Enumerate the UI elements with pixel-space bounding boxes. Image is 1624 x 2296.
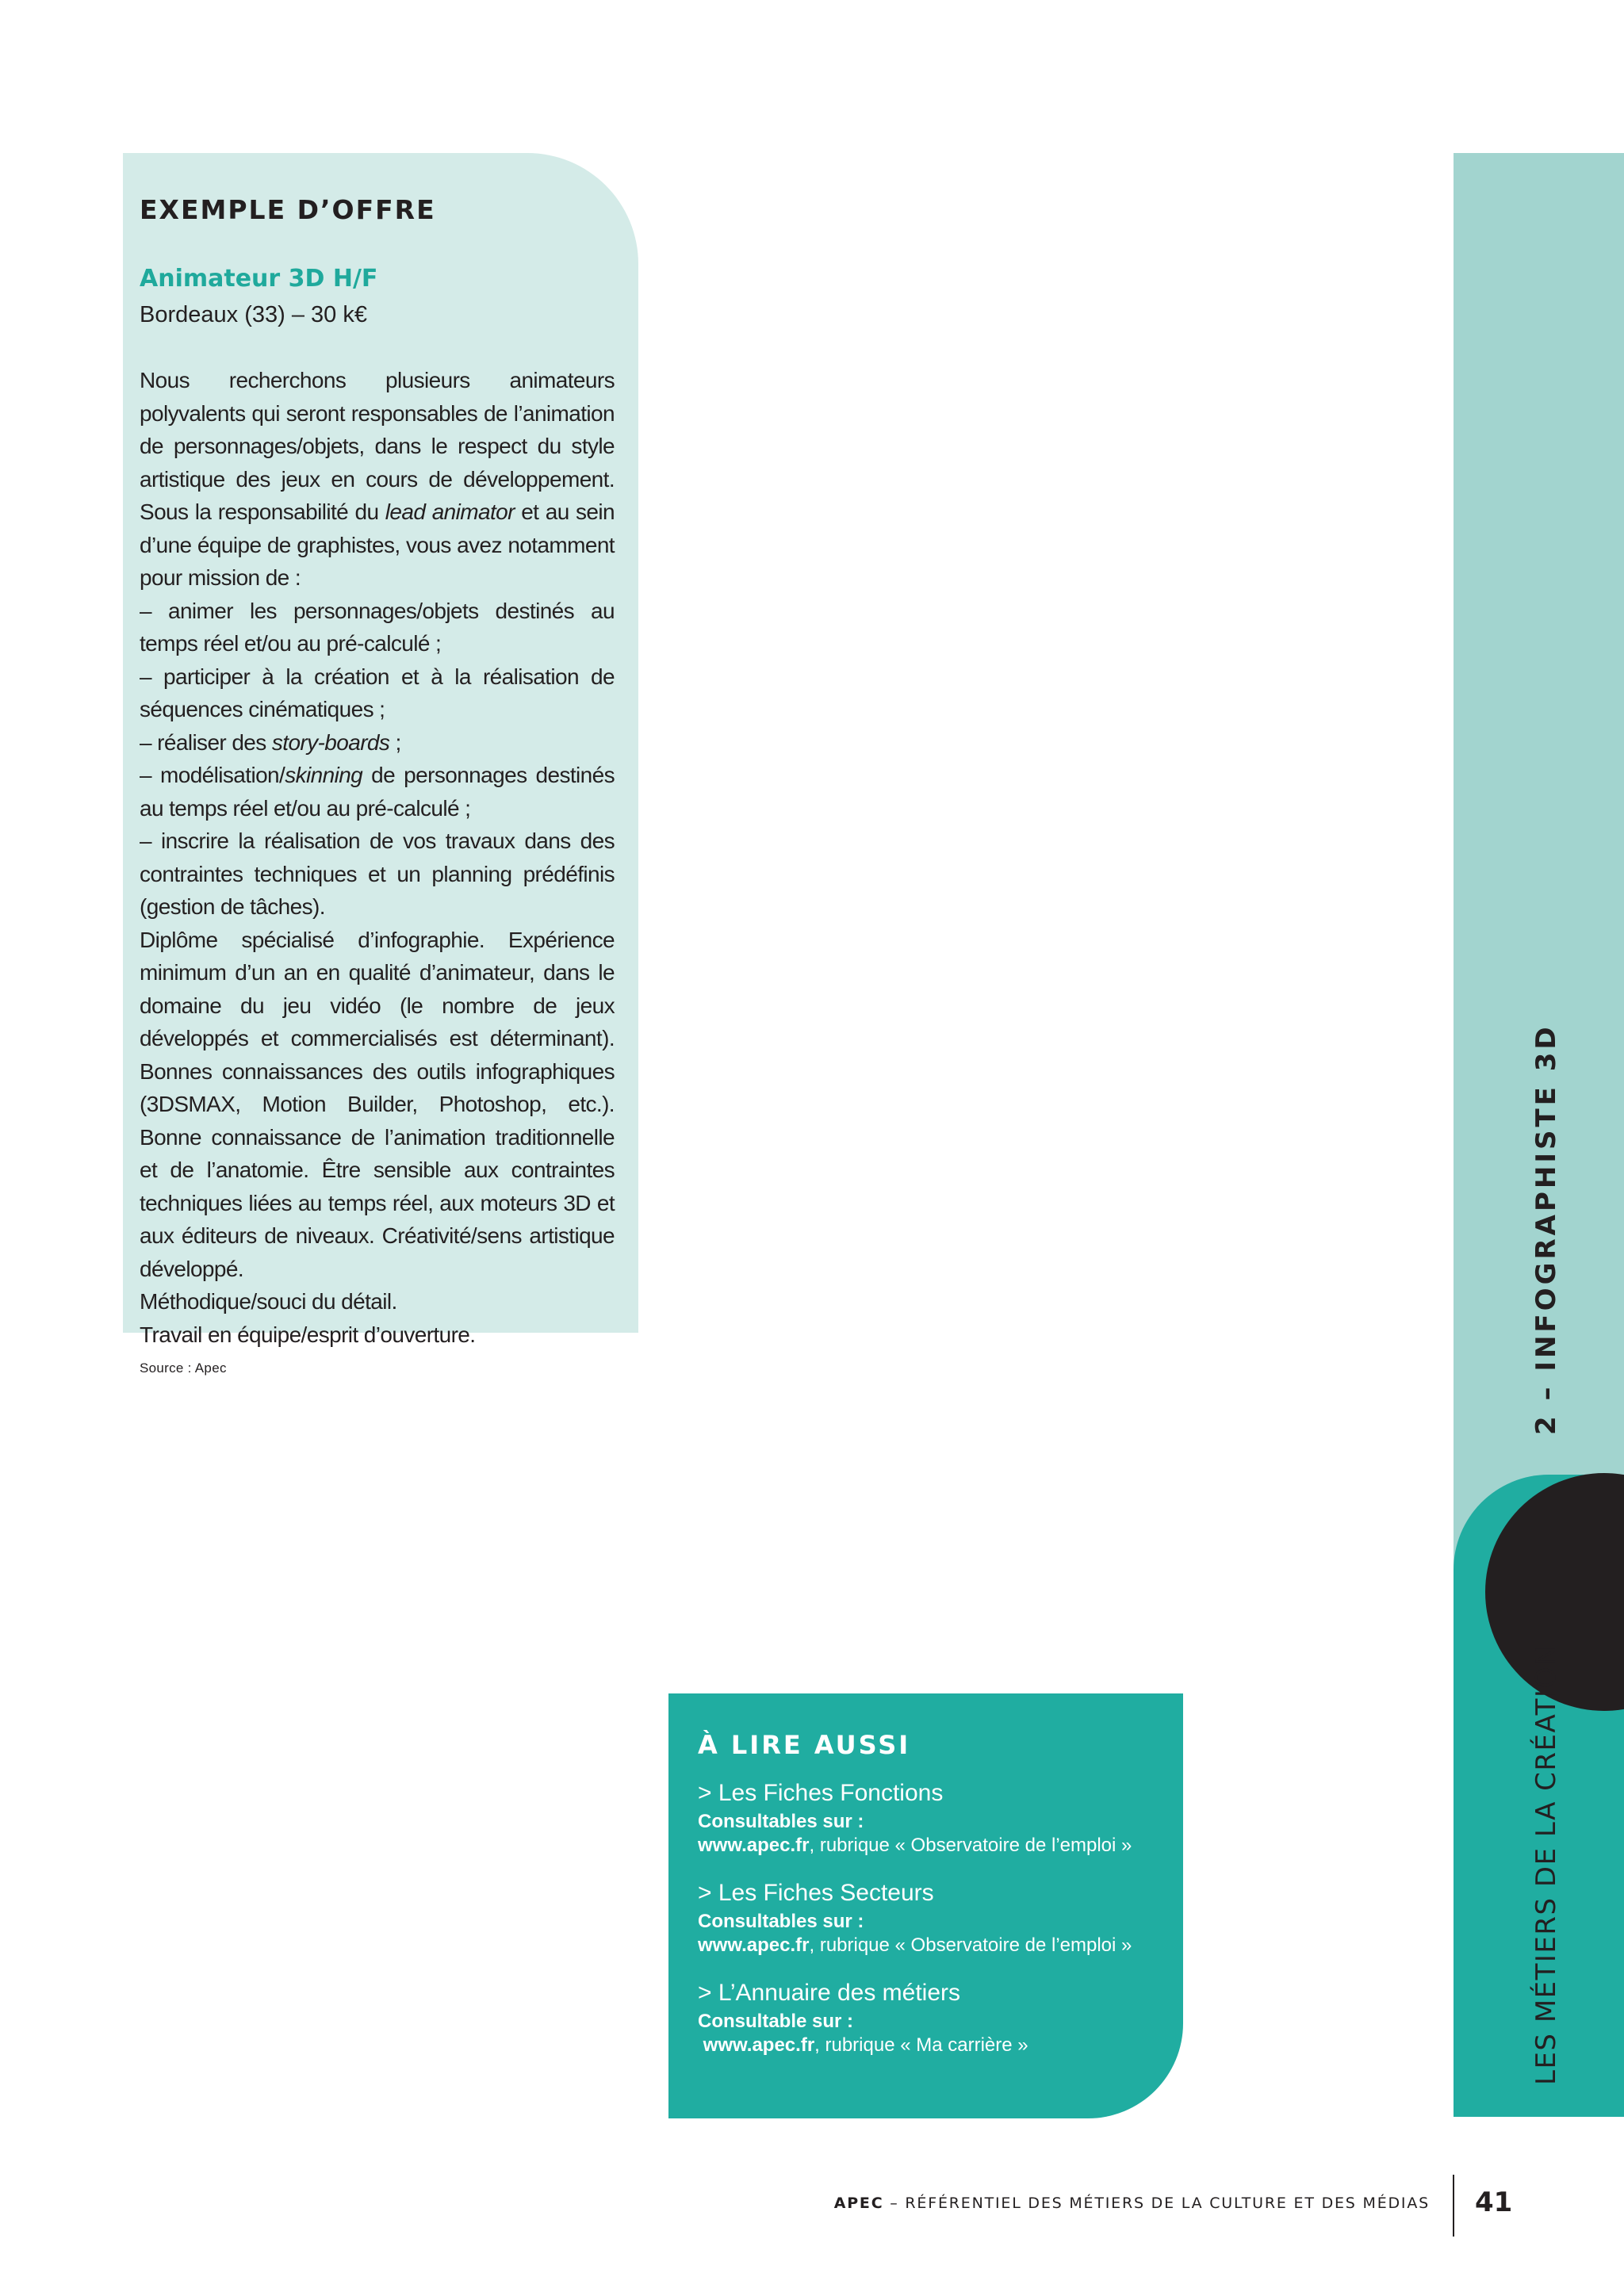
page-footer (834, 2195, 1430, 2212)
offer-task: – animer les personnages/objets destinés au temps réel et/ou au pré-calculé ; (140, 598, 615, 656)
offer-description (140, 364, 615, 1351)
offer-quality: Méthodique/souci du détail. (140, 1289, 397, 1314)
offer-heading: EXEMPLE D’OFFRE (140, 194, 436, 225)
read-also-link[interactable]: > L’Annuaire des métiers (698, 1980, 961, 2006)
read-also-url: www.apec.fr, rubrique « Observatoire de l’emploi » (698, 1835, 1132, 1856)
section-label: LES MÉTIERS DE LA CRÉATION (1530, 1644, 1562, 2085)
apec-site-link[interactable]: www.apec.fr (698, 1934, 810, 1956)
apec-site-link[interactable]: www.apec.fr (698, 1835, 810, 1856)
offer-source: Source : Apec (140, 1360, 227, 1376)
read-also-label: Consultables sur : (698, 1811, 864, 1832)
offer-location-salary: Bordeaux (33) – 30 k€ (140, 302, 367, 327)
offer-job-title: Animateur 3D H/F (140, 265, 378, 293)
job-offer-box (123, 153, 638, 1376)
offer-task: – réaliser des story-boards ; (140, 729, 401, 755)
footer-brand: APEC (833, 2195, 884, 2212)
read-also-url: www.apec.fr, rubrique « Ma carrière » (698, 2034, 1028, 2056)
offer-task: – participer à la création et à la réalisation de séquences cinématiques ; (140, 664, 615, 721)
apec-site-link[interactable]: www.apec.fr (698, 2034, 815, 2056)
read-also-box (668, 1693, 1183, 2118)
offer-task: – modélisation/skinning de personnages destinés au temps réel et/ou au pré-calculé ; (140, 763, 615, 821)
read-also-label: Consultable sur : (698, 2011, 854, 2032)
chapter-label: 2 – INFOGRAPHISTE 3D (1530, 1024, 1562, 1435)
offer-quality: Travail en équipe/esprit d’ouverture. (140, 1322, 476, 1347)
read-also-label: Consultables sur : (698, 1911, 864, 1932)
read-also-link[interactable]: > Les Fiches Fonctions (698, 1780, 944, 1806)
footer-title: – RÉFÉRENTIEL DES MÉTIERS DE LA CULTURE ET DES MÉDIAS (883, 2195, 1430, 2212)
read-also-url: www.apec.fr, rubrique « Observatoire de l’emploi » (698, 1934, 1132, 1956)
read-also-item (698, 1877, 1159, 1957)
footer-divider (1453, 2175, 1454, 2237)
read-also-item (698, 1777, 1159, 1857)
offer-task: – inscrire la réalisation de vos travaux dans des contraintes techniques et un planning prédéfinis (gestion de tâches). (140, 828, 615, 919)
read-also-item (698, 1977, 1159, 2057)
read-also-heading: À LIRE AUSSI (698, 1730, 911, 1760)
read-also-link[interactable]: > Les Fiches Secteurs (698, 1880, 934, 1906)
offer-intro: Nous recherchons plusieurs animateurs polyvalents qui seront responsables de l’animation de personnages/objets, dans le respect du style artistique des jeux en cours de développement. Sous la responsabilité du lead animator et au sein d’une équipe de graphistes, vous avez notamment pour mission de : (140, 368, 615, 590)
page-number: 41 (1475, 2187, 1513, 2218)
offer-profile: Diplôme spécialisé d’infographie. Expérience minimum d’un an en qualité d’animateur, dans le domaine du jeu vidéo (le nombre de jeux développés et commercialisés est déterminant). Bonnes connaissances des outils infographiques (3DSMAX, Motion Builder, Photoshop, etc.). Bonne connaissance de l’animation traditionnelle et de l’anatomie. Être sensible aux contraintes techniques liées au temps réel, aux moteurs 3D et aux éditeurs de niveaux. Créativité/sens artistique développé. (140, 927, 615, 1281)
